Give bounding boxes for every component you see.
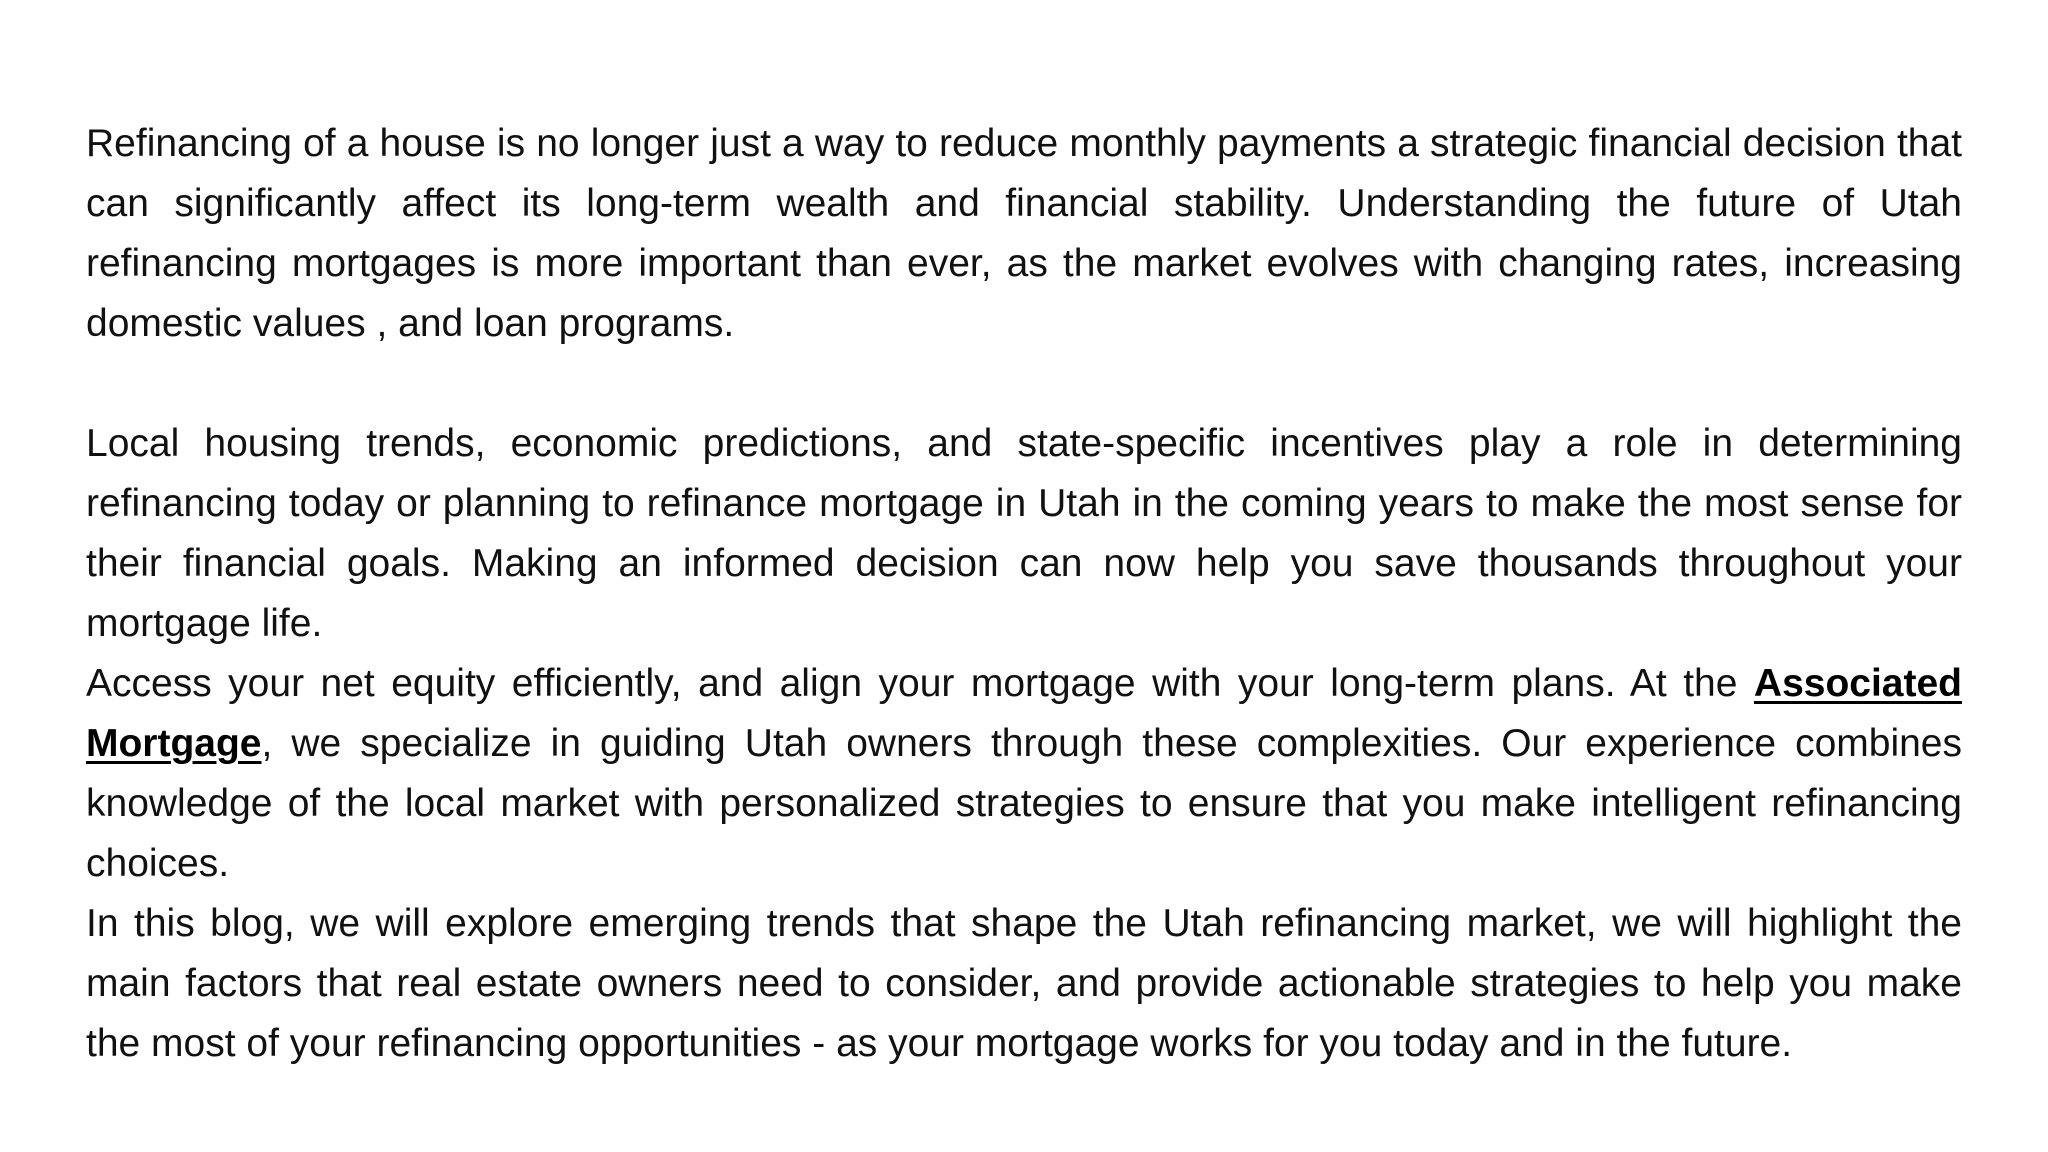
paragraph-local-trends: Local housing trends, economic predictions, and state-specific incentives play a role in determining refinancing today or planning to refinance mortgage in Utah in the coming years to make the most sense for their financial goals. Making an informed decision can now help you save thousands throughout your mortgage life. <box>86 422 1962 645</box>
associated-mortgage-link[interactable]: Associated Mortgage <box>86 662 1962 765</box>
paragraph-intro: Refinancing of a house is no longer just a way to reduce monthly payments a strategic financial decision that can significantly affect its long-term wealth and financial stability. Understanding the future of Utah refinancing mortgages is more important than ever, as the market evolves with changing rates, increasing domestic values , and loan programs. <box>86 122 1962 345</box>
paragraph-associated-mortgage <box>86 654 1962 894</box>
paragraph-blog-overview: In this blog, we will explore emerging trends that shape the Utah refinancing market, we will highlight the main factors that real estate owners need to consider, and provide actionable strategies to help you make the most of your refinancing opportunities - as your mortgage works for you today and in the future. <box>86 902 1962 1065</box>
paragraph-text-before-link: Access your net equity efficiently, and align your mortgage with your long-term plans. At the <box>86 662 1754 705</box>
paragraph-text-after-link: , we specialize in guiding Utah owners through these complexities. Our experience combines knowledge of the local market with personalized strategies to ensure that you make intelligent refinancing choices. <box>86 722 1962 885</box>
